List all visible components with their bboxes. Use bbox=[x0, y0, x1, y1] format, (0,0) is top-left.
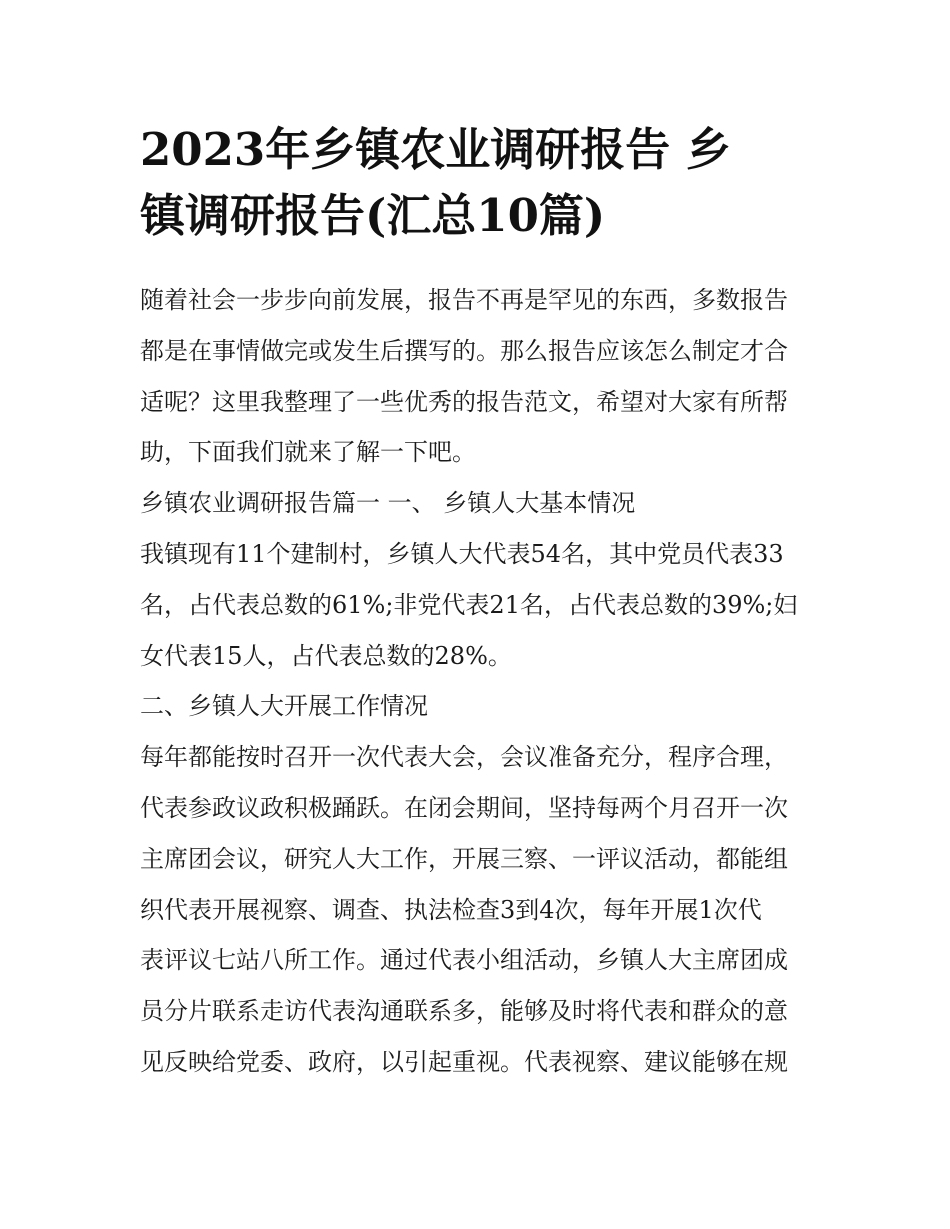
intro-paragraph bbox=[140, 280, 830, 483]
text-line: 见反映给党委、政府，以引起重视。代表视察、建议能够在规 bbox=[140, 1047, 788, 1076]
text-line: 都是在事情做完或发生后撰写的。那么报告应该怎么制定才合 bbox=[140, 336, 788, 365]
title-line: 镇调研报告(汇总10篇) bbox=[140, 189, 606, 242]
text-line: 员分片联系走访代表沟通联系多，能够及时将代表和群众的意 bbox=[140, 997, 788, 1026]
text-line: 代表参政议政积极踊跃。在闭会期间，坚持每两个月召开一次 bbox=[140, 793, 788, 822]
text-line: 随着社会一步步向前发展，报告不再是罕见的东西，多数报告 bbox=[140, 286, 788, 314]
text-line: 女代表15人，占代表总数的28%。 bbox=[140, 641, 512, 670]
title-line: 2023年乡镇农业调研报告 乡 bbox=[140, 123, 731, 176]
text-line: 每年都能按时召开一次代表大会，会议准备充分，程序合理， bbox=[140, 743, 788, 772]
text-line: 乡镇农业调研报告篇一 一、 乡镇人大基本情况 bbox=[140, 489, 636, 518]
text-line: 二、乡镇人大开展工作情况 bbox=[140, 692, 428, 721]
document-body bbox=[140, 280, 830, 1093]
text-line: 表评议七站八所工作。通过代表小组活动，乡镇人大主席团成 bbox=[140, 946, 788, 975]
work-paragraph bbox=[140, 737, 830, 1093]
section-heading-2 bbox=[140, 686, 830, 737]
section-heading-1 bbox=[140, 483, 830, 534]
basic-info-paragraph bbox=[140, 534, 830, 686]
text-line: 我镇现有11个建制村，乡镇人大代表54名，其中党员代表33 bbox=[140, 539, 784, 568]
text-line: 适呢？这里我整理了一些优秀的报告范文，希望对大家有所帮 bbox=[140, 387, 788, 416]
text-line: 主席团会议，研究人大工作，开展三察、一评议活动，都能组 bbox=[140, 844, 788, 873]
text-line: 织代表开展视察、调查、执法检查3到4次，每年开展1次代 bbox=[140, 895, 762, 924]
text-line: 助，下面我们就来了解一下吧。 bbox=[140, 438, 476, 467]
text-line: 名，占代表总数的61%;非党代表21名，占代表总数的39%;妇 bbox=[140, 590, 798, 619]
